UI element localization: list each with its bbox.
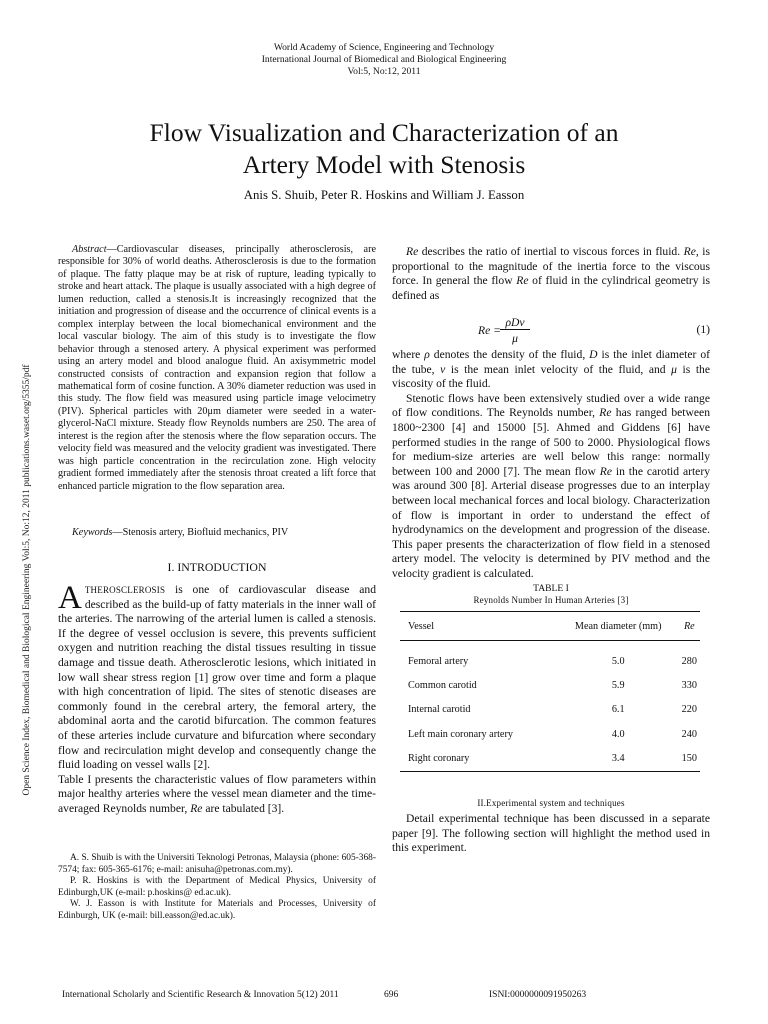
re-symbol: Re [599, 406, 612, 420]
intro-paragraph-2-end: are tabulated [3]. [202, 801, 285, 815]
footnote-hoskins: P. R. Hoskins is with the Department of Medical Physics, University of Edinburgh,UK (e-mail: p.hoskins@ ed.ac.uk). [58, 876, 376, 898]
equation-1 [392, 313, 710, 347]
re-symbol: Re [599, 464, 612, 478]
diameter-cell: 5.0 [611, 655, 625, 667]
vessel-cell: Common carotid [408, 680, 477, 692]
vessel-cell: Internal carotid [408, 704, 471, 716]
drop-cap: A [58, 580, 82, 616]
title-line-2: Artery Model with Stenosis [242, 150, 526, 179]
table-body [400, 641, 700, 772]
equation-number: (1) [696, 323, 710, 336]
intro-paragraph-1-text: is one of cardiovascular disease and described as the build-up of fatty materials in the inner wall of the arteries. The narrowing of the arterial lumen is called a stenosis. If the degree of vessel occlusion is severe, this prevents sufficient oxygen and nutrition reaching the distal tissues resulting in tissue damage and tissue death. Atherosclerotic lesions, which initiated in low wall shear stress region [1] grow over time and form a plaque with high concentration of lipid. The sites of stenotic diseases are commonly found in the cerebral artery, the femoral artery, the abdominal aorta and the carotid bifurcation. The common features of these arteries include curvature and bifurcation where secondary flow and recirculation might develop and consequently change the fluid loading on vessel walls [2]. [58, 583, 376, 772]
introduction-body [58, 580, 376, 817]
vessel-cell: Femoral artery [408, 655, 469, 667]
diameter-cell: 5.9 [611, 680, 625, 692]
rho-symbol: ρ [424, 348, 430, 361]
column-header-re [679, 612, 700, 641]
re-symbol: Re [683, 620, 695, 632]
re-symbol: Re [190, 801, 203, 815]
equation-denominator: μ [512, 332, 518, 345]
text-span: is proportional to the magnitude of the inertia force to the viscous force. In general the flow [392, 245, 710, 288]
text-span: Stenotic flows have been extensively studied over a wide range of flow conditions. The Reynolds number, [392, 391, 710, 420]
table-caption [392, 583, 710, 606]
right-paragraph-2 [392, 348, 710, 392]
re-cell: 240 [681, 728, 697, 740]
re-cell: 330 [681, 680, 697, 692]
table-row [400, 641, 700, 674]
text-span: of fluid in the cylindrical geometry is defined as [392, 274, 710, 302]
reynolds-description [392, 245, 710, 303]
journal-header [0, 42, 768, 79]
text-span: describes the ratio of inertial to viscous forces in fluid. [418, 245, 684, 258]
abstract-label: Abstract [72, 244, 107, 255]
footer-isni: ISNI:0000000091950263 [489, 990, 587, 1000]
author-list: Anis S. Shuib, Peter R. Hoskins and William J. Easson [243, 188, 525, 202]
d-symbol: D [589, 348, 598, 361]
vessel-cell: Right coronary [408, 753, 470, 765]
re-cell: 220 [681, 704, 697, 716]
abstract-text: Cardiovascular diseases, principally atherosclerosis, are responsible for 30% of world deaths. Atherosclerosis is due to the formation of plaque. The fatty plaque may be at risk of rupture, leading typically to stroke and heart attack. The plaque is usually associated with a high degree of lumen reduction, called a stenosis.It is increasingly recognized that the initiation and progression of disease and the occurrence of clinical events is a complex interplay between the local biomechanical environment and the local vascular biology. The aim of this study is to investigate the flow behavior through a stenosed artery. A physical experiment was performed using an artery model and blood analogue fluid. An axisymmetric model constructed consists of contraction and expansion region that follow a mathematical form of cosine function. A 30% diameter reduction was used in this study. The flow field was measured using particle image velocimetry (PIV). Spherical particles with 20μm diameter were seeded in a water-glycerol-NaCl mixture. Steady flow Reynolds numbers are 250. The area of interest is the region after the stenosis where the flow separation occurs. The velocity field was measured and the velocity gradient was investigated. There was high particle concentration in the recirculation zone. High velocity gradient formed immediately after the stenosis throat created a lift force that enhanced particle migration to the flow separation area. [58, 244, 376, 492]
table-row [400, 747, 700, 772]
table-header-row [400, 612, 700, 641]
re-cell: 150 [681, 753, 697, 765]
author-footnotes [58, 853, 376, 923]
right-paragraph-3 [392, 392, 710, 582]
text-span: in the carotid artery was around 300 [8]. Arterial disease progresses due to an interplay between local mechanical forces and local biology. Characterization of flow is important in order to understand the effect of hydrodynamics on the development and progression of the disease. This paper presents the characterization of flow field in a stenosed artery model. The velocity is determined by PIV method and the velocity gradient is calculated. [392, 464, 710, 580]
intro-paragraph-2-text: Table I presents the characteristic values of flow parameters within major healthy arteries where the vessel mean diameter and the time-averaged Reynolds number, [58, 772, 376, 815]
keywords-label: Keywords [72, 527, 113, 538]
re-symbol: Re, [683, 245, 699, 258]
table-label: TABLE I [533, 583, 569, 594]
equation-numerator: ρDv [505, 316, 525, 329]
reynolds-table [400, 611, 700, 772]
abstract-dash: — [106, 244, 117, 255]
introduction-heading: I. INTRODUCTION [167, 560, 267, 574]
paper-title [40, 117, 728, 181]
keywords [58, 527, 376, 540]
v-symbol: v [440, 362, 446, 376]
page-number: 696 [384, 990, 399, 1000]
table-row [400, 673, 700, 697]
re-symbol: Re [406, 245, 419, 258]
header-line-2: International Journal of Biomedical and Biological Engineering [261, 54, 507, 66]
diameter-cell: 4.0 [611, 728, 625, 740]
table-row [400, 698, 700, 722]
right-paragraph-1 [392, 245, 710, 303]
vessel-cell: Left main coronary artery [408, 728, 513, 740]
text-span: is the viscosity of the fluid. [392, 362, 710, 391]
column-header-diameter: Mean diameter (mm) [558, 612, 679, 641]
text-span: denotes the density of the fluid, [429, 348, 590, 361]
text-span: is the mean inlet velocity of the fluid, and [445, 362, 672, 376]
re-cell: 280 [681, 655, 697, 667]
text-span: where [392, 348, 425, 361]
table-title: Reynolds Number In Human Arteries [3] [473, 594, 629, 605]
diameter-cell: 3.4 [611, 753, 625, 765]
title-line-1: Flow Visualization and Characterization of an [149, 118, 619, 147]
section-2-title: II.Experimental system and techniques [477, 798, 625, 808]
section-2-heading [392, 795, 710, 810]
intro-paragraph-1 [58, 580, 376, 773]
mu-symbol: μ [671, 362, 677, 376]
text-span: is the inlet diameter of the tube, [392, 348, 710, 376]
footer-journal: International Scholarly and Scientific Research & Innovation 5(12) 2011 [62, 990, 339, 1000]
footnote-easson: W. J. Easson is with Institute for Materials and Processes, University of Edinburgh, UK (e-mail: bill.easson@ed.ac.uk). [58, 899, 376, 921]
intro-paragraph-2 [58, 773, 376, 817]
header-line-3: Vol:5, No:12, 2011 [347, 66, 421, 78]
keywords-dash: — [112, 527, 123, 538]
stenotic-flow-text [392, 348, 710, 582]
section-2-body [392, 812, 710, 856]
keywords-text: Stenosis artery, Biofluid mechanics, PIV [122, 527, 289, 538]
diameter-cell: 6.1 [611, 704, 625, 716]
abstract [58, 244, 376, 493]
re-symbol: Re [516, 274, 529, 288]
column-header-vessel: Vessel [400, 612, 558, 641]
section-2-paragraph: Detail experimental technique has been discussed in a separate paper [9]. The following section will highlight the method used in this experiment. [392, 812, 710, 855]
sidebar-citation: Open Science Index, Biomedical and Biological Engineering Vol:5, No:12, 2011 publications.waset.org/5355/pdf [22, 364, 32, 796]
equation-lhs: Re = [478, 324, 501, 337]
text-span: has ranged between 1800~2300 [4] and 15000 [5]. Ahmed and Giddens [6] have performed studies in the range of 500 to 2000. Physiological flows for medium-size arteries are well below this range: normally between 100 and 2000 [7]. The mean flow [392, 406, 710, 478]
intro-smallcaps: THEROSCLEROSIS [84, 585, 166, 595]
header-line-1: World Academy of Science, Engineering and Technology [273, 42, 495, 53]
table-row [400, 722, 700, 746]
footnote-shuib: A. S. Shuib is with the Universiti Teknologi Petronas, Malaysia (phone: 605-368-7574; fax: 605-365-6176; e-mail: anisuha@petronas.com.my). [58, 853, 376, 875]
